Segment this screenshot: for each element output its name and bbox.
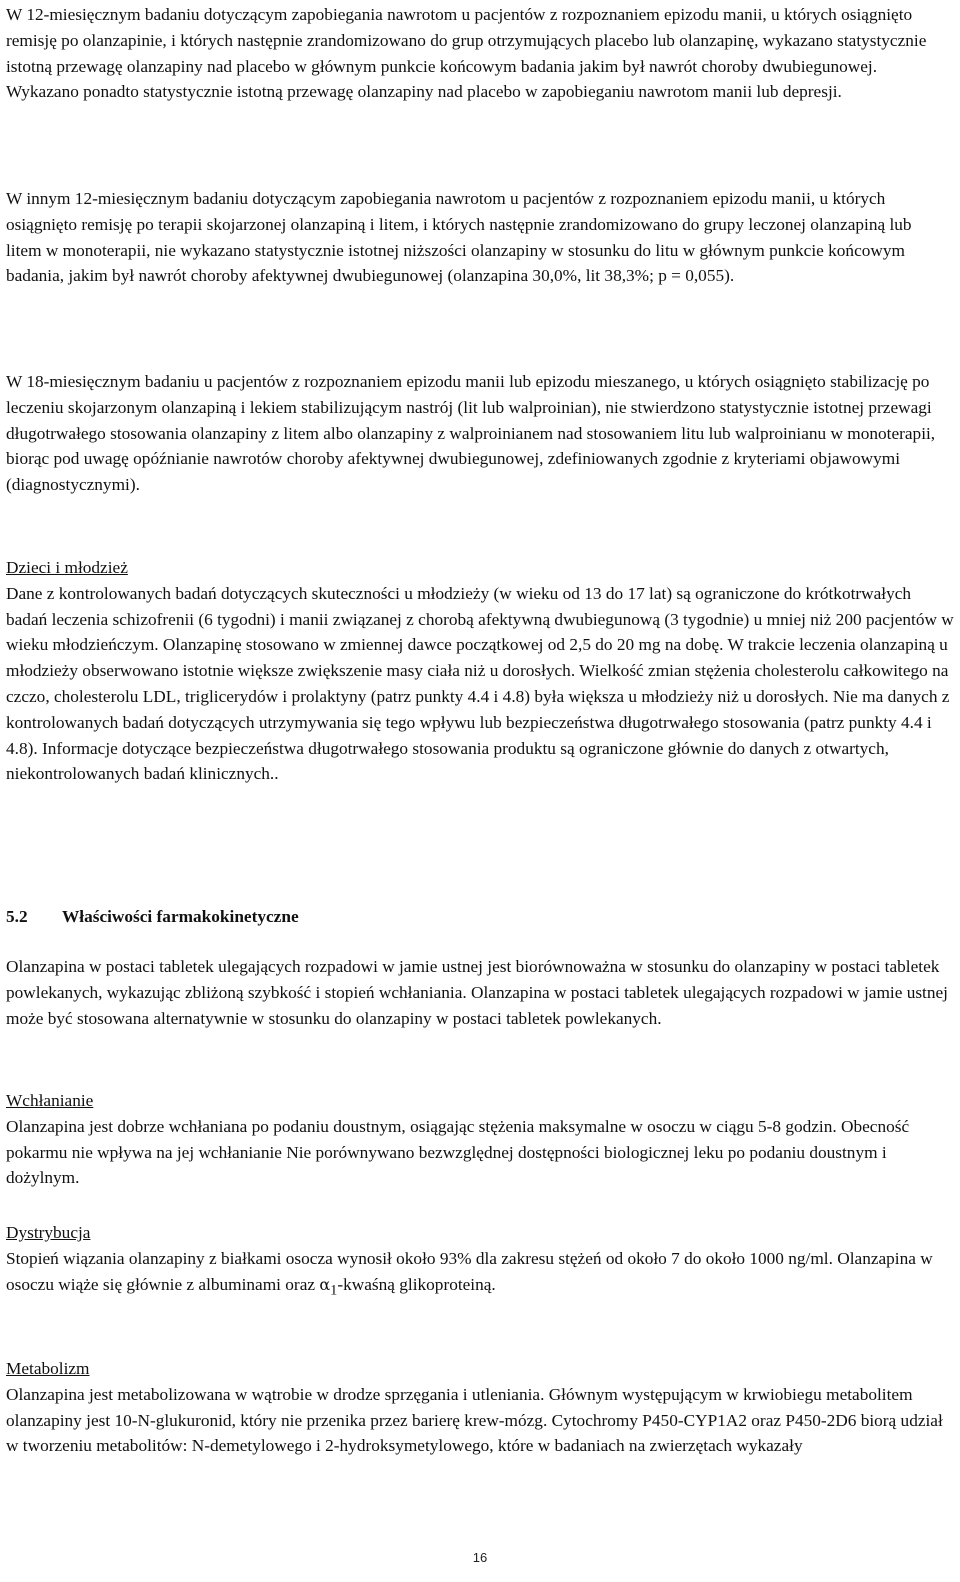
alpha-subscript: 1	[330, 1282, 338, 1299]
paragraph-relapse-prevention-lithium: W innym 12-miesięcznym badaniu dotyczącym zapobiegania nawrotom u pacjentów z rozpoznaniem epizodu manii, u których osiągnięto remisję po terapii skojarzonej olanzapiną i litem, i których następnie zrandomizowano do grupy leczonej olanzapiną lub litem w monoterapii, nie wykazano statystycznie istotnej niższości olanzapiny w stosunku do litu w głównym punkcie końcowym badania, jakim był nawrót choroby afektywnej dwubiegunowej (olanzapina 30,0%, lit 38,3%; p = 0,055).	[6, 189, 912, 286]
section-heading-5-2	[6, 904, 299, 930]
paragraph-metabolism: Olanzapina jest metabolizowana w wątrobie w drodze sprzęgania i utleniania. Głównym występującym w krwiobiegu metabolitem olanzapiny jest 10-N-glukuronid, który nie przenika przez barierę krew-mózg. Cytochromy P450-CYP1A2 oraz P450-2D6 biorą udział w tworzeniu metabolitów: N-demetylowego i 2-hydroksymetylowego, które w badaniach na zwierzętach wykazały	[6, 1384, 943, 1456]
section-title: Właściwości farmakokinetyczne	[62, 907, 299, 926]
section-distribution	[6, 1220, 954, 1304]
section-children-adolescents	[6, 555, 954, 787]
subheading-metabolism: Metabolizm	[6, 1359, 90, 1378]
distribution-text-before: Stopień wiązania olanzapiny z białkami osocza wynosił około 93% dla zakresu stężeń od około 7 do około 1000 ng/ml. Olanzapina w osoczu wiąże się głównie z albuminami oraz	[6, 1248, 933, 1294]
alpha-symbol: α	[319, 1274, 331, 1294]
subheading-absorption: Wchłanianie	[6, 1091, 94, 1110]
paragraph-pharmacokinetics-intro: Olanzapina w postaci tabletek ulegających rozpadowi w jamie ustnej jest biorównoważna w stosunku do olanzapiny w postaci tabletek powlekanych, wykazując zbliżoną szybkość i stopień wchłaniania. Olanzapina w postaci tabletek ulegających rozpadowi w jamie ustnej może być stosowana alternatywnie w stosunku do olanzapiny w postaci tabletek powlekanych.	[6, 957, 948, 1028]
paragraph-children: Dane z kontrolowanych badań dotyczących skuteczności u młodzieży (w wieku od 13 do 17 lat) są ograniczone do krótkotrwałych badań leczenia schizofrenii (6 tygodni) i manii związanej z chorobą afektywną dwubiegunową (3 tygodnie) u mniej niż 200 pacjentów w wieku młodzieńczym. Olanzapinę stosowano w zmiennej dawce początkowej od 2,5 do 20 mg na dobę. W trakcie leczenia olanzapiną u młodzieży obserwowano istotnie większe zwiększenie masy ciała niż u dorosłych. Wielkość zmian stężenia cholesterolu całkowitego na czczo, cholesterolu LDL, triglicerydów i prolaktyny (patrz punkty 4.4 i 4.8) była większa u młodzieży niż u dorosłych. Nie ma danych z kontrolowanych badań dotyczących utrzymywania się tego wpływu lub bezpieczeństwa długotrwałego stosowania (patrz punkty 4.4 i 4.8). Informacje dotyczące bezpieczeństwa długotrwałego stosowania produktu są ograniczone głównie do danych z otwartych, niekontrolowanych badań klinicznych..	[6, 583, 954, 784]
section-metabolism	[6, 1356, 954, 1459]
paragraph-relapse-prevention-placebo: W 12-miesięcznym badaniu dotyczącym zapobiegania nawrotom u pacjentów z rozpoznaniem epizodu manii, u których osiągnięto remisję po olanzapinie, i których następnie zrandomizowano do grup otrzymujących placebo lub olanzapinę, wykazano statystycznie istotną przewagę olanzapiny nad placebo w głównym punkcie końcowym badania jakim był nawrót choroby dwubiegunowej. Wykazano ponadto statystycznie istotną przewagę olanzapiny nad placebo w zapobieganiu nawrotom manii lub depresji.	[6, 5, 927, 102]
paragraph-distribution	[6, 1246, 954, 1304]
subheading-children: Dzieci i młodzież	[6, 558, 128, 577]
section-number: 5.2	[6, 907, 28, 926]
section-absorption	[6, 1088, 954, 1191]
paragraph-absorption: Olanzapina jest dobrze wchłaniana po podaniu doustnym, osiągając stężenia maksymalne w osoczu w ciągu 5-8 godzin. Obecność pokarmu nie wpływa na jej wchłanianie Nie porównywano bezwzględnej dostępności biologicznej leku po podaniu doustnym i dożylnym.	[6, 1116, 910, 1188]
page-number: 16	[472, 1550, 488, 1565]
paragraph-18-month-study: W 18-miesięcznym badaniu u pacjentów z rozpoznaniem epizodu manii lub epizodu mieszanego, u których osiągnięto stabilizację po leczeniu skojarzonym olanzapiną i lekiem stabilizującym nastrój (lit lub walproinian), nie stwierdzono statystycznie istotnej przewagi długotrwałego stosowania olanzapiny z litem albo olanzapiny z walproinianem nad stosowaniem litu lub walproinianu w monoterapii, biorąc pod uwagę opóźnianie nawrotów choroby afektywnej dwubiegunowej, zdefiniowanych zgodnie z kryteriami objawowymi (diagnostycznymi).	[6, 372, 936, 495]
subheading-distribution: Dystrybucja	[6, 1223, 91, 1242]
distribution-text-after: -kwaśną glikoproteiną.	[337, 1274, 496, 1294]
